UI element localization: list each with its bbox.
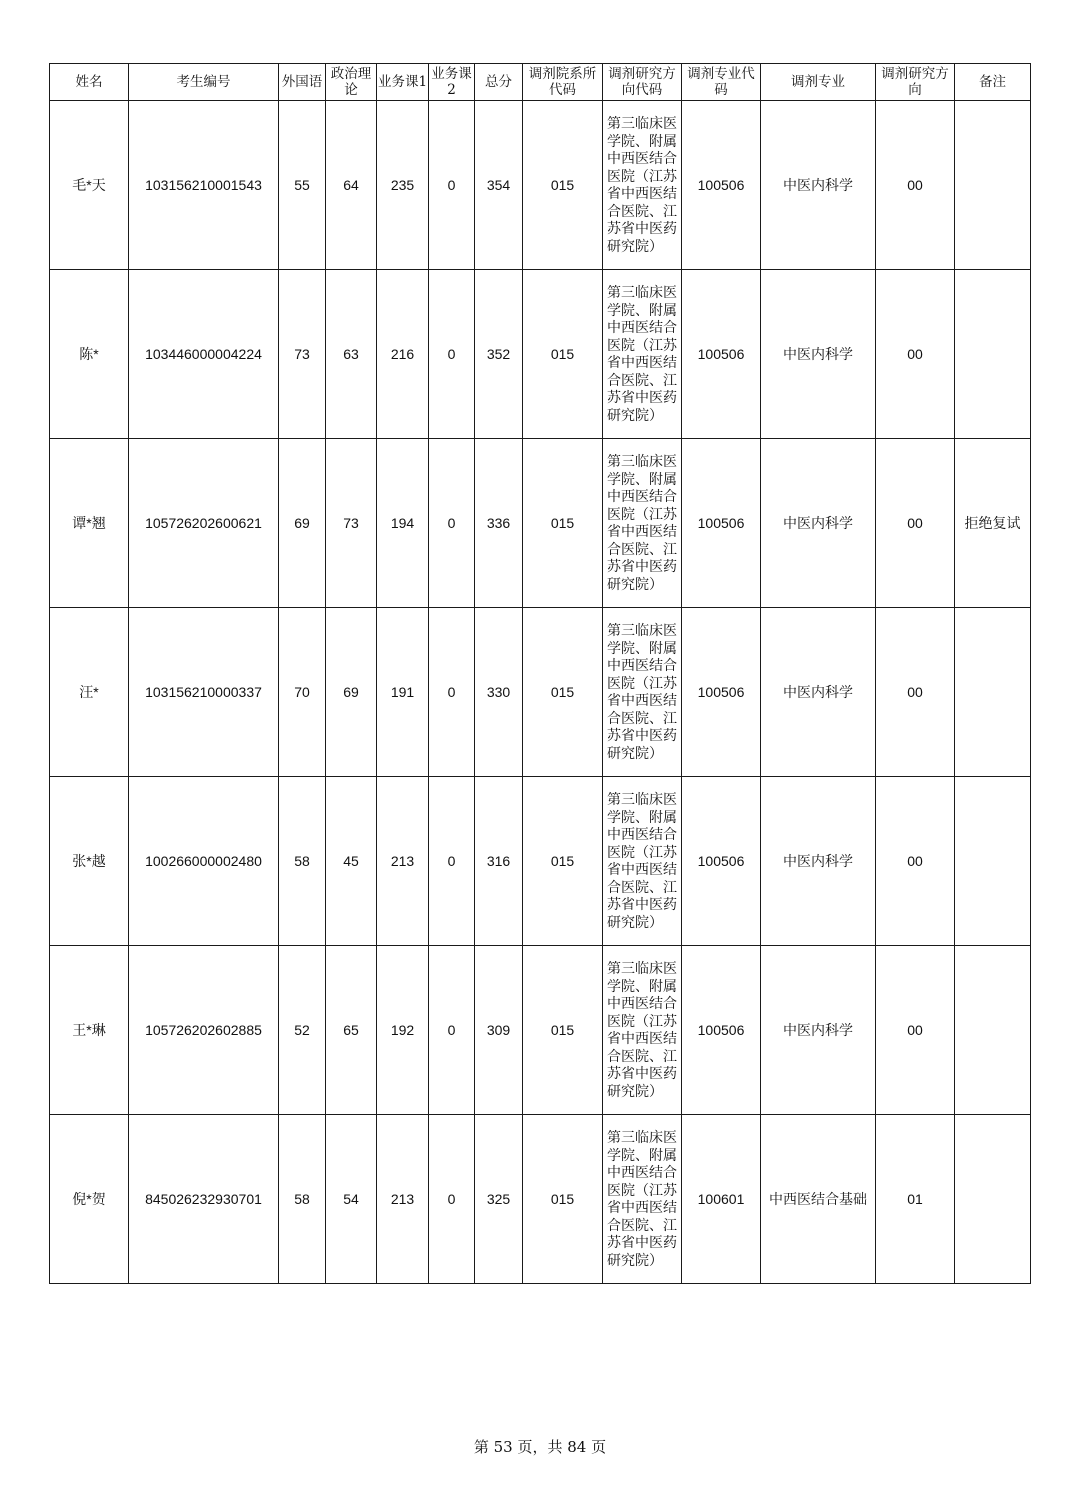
cell-course2: 0 [429, 101, 475, 270]
cell-name: 谭*翘 [50, 439, 129, 608]
cell-candidate-id: 103156210000337 [129, 608, 279, 777]
header-direction-code: 调剂研究方向代码 [603, 64, 682, 101]
cell-dept-code: 015 [523, 608, 603, 777]
cell-major-code: 100601 [682, 1115, 761, 1284]
cell-research-direction: 00 [876, 101, 955, 270]
cell-total: 309 [475, 946, 523, 1115]
cell-direction-code [603, 439, 682, 608]
table-row [50, 439, 1031, 608]
cell-course2: 0 [429, 777, 475, 946]
cell-name: 张*越 [50, 777, 129, 946]
cell-total: 352 [475, 270, 523, 439]
cell-note: 拒绝复试 [955, 439, 1031, 608]
dept-text-line1: 第三临床医学院、附属中西医结合医院 [607, 453, 677, 522]
cell-total: 316 [475, 777, 523, 946]
dept-text-line2: （江苏省中西医结合医院、江苏省中医药研究院） [607, 336, 677, 423]
cell-course2: 0 [429, 270, 475, 439]
cell-dept-code: 015 [523, 1115, 603, 1284]
cell-course1: 194 [377, 439, 429, 608]
cell-dept-code: 015 [523, 270, 603, 439]
header-course1: 业务课1 [377, 64, 429, 101]
cell-research-direction: 00 [876, 439, 955, 608]
cell-name: 王*琳 [50, 946, 129, 1115]
cell-note [955, 777, 1031, 946]
cell-direction-code [603, 777, 682, 946]
cell-major: 中医内科学 [761, 946, 876, 1115]
header-major: 调剂专业 [761, 64, 876, 101]
cell-major-code: 100506 [682, 777, 761, 946]
cell-major-code: 100506 [682, 946, 761, 1115]
cell-course1: 235 [377, 101, 429, 270]
table-row [50, 1115, 1031, 1284]
cell-foreign-language: 58 [279, 777, 326, 946]
cell-major-code: 100506 [682, 439, 761, 608]
cell-major: 中医内科学 [761, 101, 876, 270]
cell-course2: 0 [429, 608, 475, 777]
header-course2: 业务课2 [429, 64, 475, 101]
cell-politics: 63 [326, 270, 377, 439]
table-row [50, 270, 1031, 439]
cell-research-direction: 00 [876, 608, 955, 777]
cell-total: 336 [475, 439, 523, 608]
cell-major: 中医内科学 [761, 439, 876, 608]
cell-course2: 0 [429, 946, 475, 1115]
cell-note [955, 101, 1031, 270]
cell-dept-code: 015 [523, 101, 603, 270]
table-row [50, 946, 1031, 1115]
cell-major: 中医内科学 [761, 608, 876, 777]
cell-direction-code [603, 270, 682, 439]
cell-politics: 64 [326, 101, 377, 270]
cell-major-code: 100506 [682, 608, 761, 777]
header-politics: 政治理论 [326, 64, 377, 101]
cell-candidate-id: 100266000002480 [129, 777, 279, 946]
cell-candidate-id: 105726202602885 [129, 946, 279, 1115]
dept-text-line2: （江苏省中西医结合医院、江苏省中医药研究院） [607, 843, 677, 930]
table-row [50, 777, 1031, 946]
dept-text-line2: （江苏省中西医结合医院、江苏省中医药研究院） [607, 167, 677, 254]
header-note: 备注 [955, 64, 1031, 101]
cell-foreign-language: 73 [279, 270, 326, 439]
cell-foreign-language: 55 [279, 101, 326, 270]
cell-direction-code [603, 101, 682, 270]
cell-research-direction: 00 [876, 777, 955, 946]
cell-direction-code [603, 608, 682, 777]
table-row [50, 608, 1031, 777]
cell-course1: 213 [377, 777, 429, 946]
cell-name: 陈* [50, 270, 129, 439]
dept-text-line1: 第三临床医学院、附属中西医结合医院 [607, 1129, 677, 1198]
cell-major: 中医内科学 [761, 777, 876, 946]
cell-major-code: 100506 [682, 101, 761, 270]
cell-foreign-language: 52 [279, 946, 326, 1115]
cell-major: 中西医结合基础 [761, 1115, 876, 1284]
cell-candidate-id: 103156210001543 [129, 101, 279, 270]
header-foreign-language: 外国语 [279, 64, 326, 101]
cell-course1: 191 [377, 608, 429, 777]
cell-note [955, 270, 1031, 439]
cell-total: 354 [475, 101, 523, 270]
adjustment-roster-table [49, 63, 1031, 1284]
cell-direction-code [603, 1115, 682, 1284]
cell-candidate-id: 105726202600621 [129, 439, 279, 608]
cell-foreign-language: 69 [279, 439, 326, 608]
cell-total: 325 [475, 1115, 523, 1284]
cell-course2: 0 [429, 439, 475, 608]
cell-direction-code [603, 946, 682, 1115]
header-name: 姓名 [50, 64, 129, 101]
cell-politics: 73 [326, 439, 377, 608]
cell-name: 汪* [50, 608, 129, 777]
dept-text-line1: 第三临床医学院、附属中西医结合医院 [607, 284, 677, 353]
dept-text-line2: （江苏省中西医结合医院、江苏省中医药研究院） [607, 674, 677, 761]
header-research-direction: 调剂研究方向 [876, 64, 955, 101]
header-total: 总分 [475, 64, 523, 101]
dept-text-line1: 第三临床医学院、附属中西医结合医院 [607, 622, 677, 691]
cell-research-direction: 00 [876, 270, 955, 439]
dept-text-line2: （江苏省中西医结合医院、江苏省中医药研究院） [607, 1181, 677, 1268]
cell-note [955, 608, 1031, 777]
dept-text-line2: （江苏省中西医结合医院、江苏省中医药研究院） [607, 505, 677, 592]
cell-research-direction: 00 [876, 946, 955, 1115]
cell-major: 中医内科学 [761, 270, 876, 439]
dept-text-line1: 第三临床医学院、附属中西医结合医院 [607, 960, 677, 1029]
cell-dept-code: 015 [523, 439, 603, 608]
cell-note [955, 1115, 1031, 1284]
cell-dept-code: 015 [523, 946, 603, 1115]
page-number-footer: 第 53 页，共 84 页 [473, 1438, 607, 1456]
header-candidate-id: 考生编号 [129, 64, 279, 101]
cell-politics: 45 [326, 777, 377, 946]
cell-research-direction: 01 [876, 1115, 955, 1284]
header-major-code: 调剂专业代码 [682, 64, 761, 101]
cell-course1: 216 [377, 270, 429, 439]
dept-text-line1: 第三临床医学院、附属中西医结合医院 [607, 791, 677, 860]
table-header-row [50, 64, 1031, 101]
cell-total: 330 [475, 608, 523, 777]
cell-candidate-id: 845026232930701 [129, 1115, 279, 1284]
dept-text-line2: （江苏省中西医结合医院、江苏省中医药研究院） [607, 1012, 677, 1099]
cell-dept-code: 015 [523, 777, 603, 946]
cell-foreign-language: 70 [279, 608, 326, 777]
dept-text-line1: 第三临床医学院、附属中西医结合医院 [607, 115, 677, 184]
table-row [50, 101, 1031, 270]
cell-politics: 65 [326, 946, 377, 1115]
cell-name: 倪*贺 [50, 1115, 129, 1284]
cell-candidate-id: 103446000004224 [129, 270, 279, 439]
cell-name: 毛*天 [50, 101, 129, 270]
cell-course2: 0 [429, 1115, 475, 1284]
cell-course1: 213 [377, 1115, 429, 1284]
header-dept-code: 调剂院系所代码 [523, 64, 603, 101]
cell-major-code: 100506 [682, 270, 761, 439]
cell-foreign-language: 58 [279, 1115, 326, 1284]
cell-course1: 192 [377, 946, 429, 1115]
cell-note [955, 946, 1031, 1115]
cell-politics: 69 [326, 608, 377, 777]
cell-politics: 54 [326, 1115, 377, 1284]
